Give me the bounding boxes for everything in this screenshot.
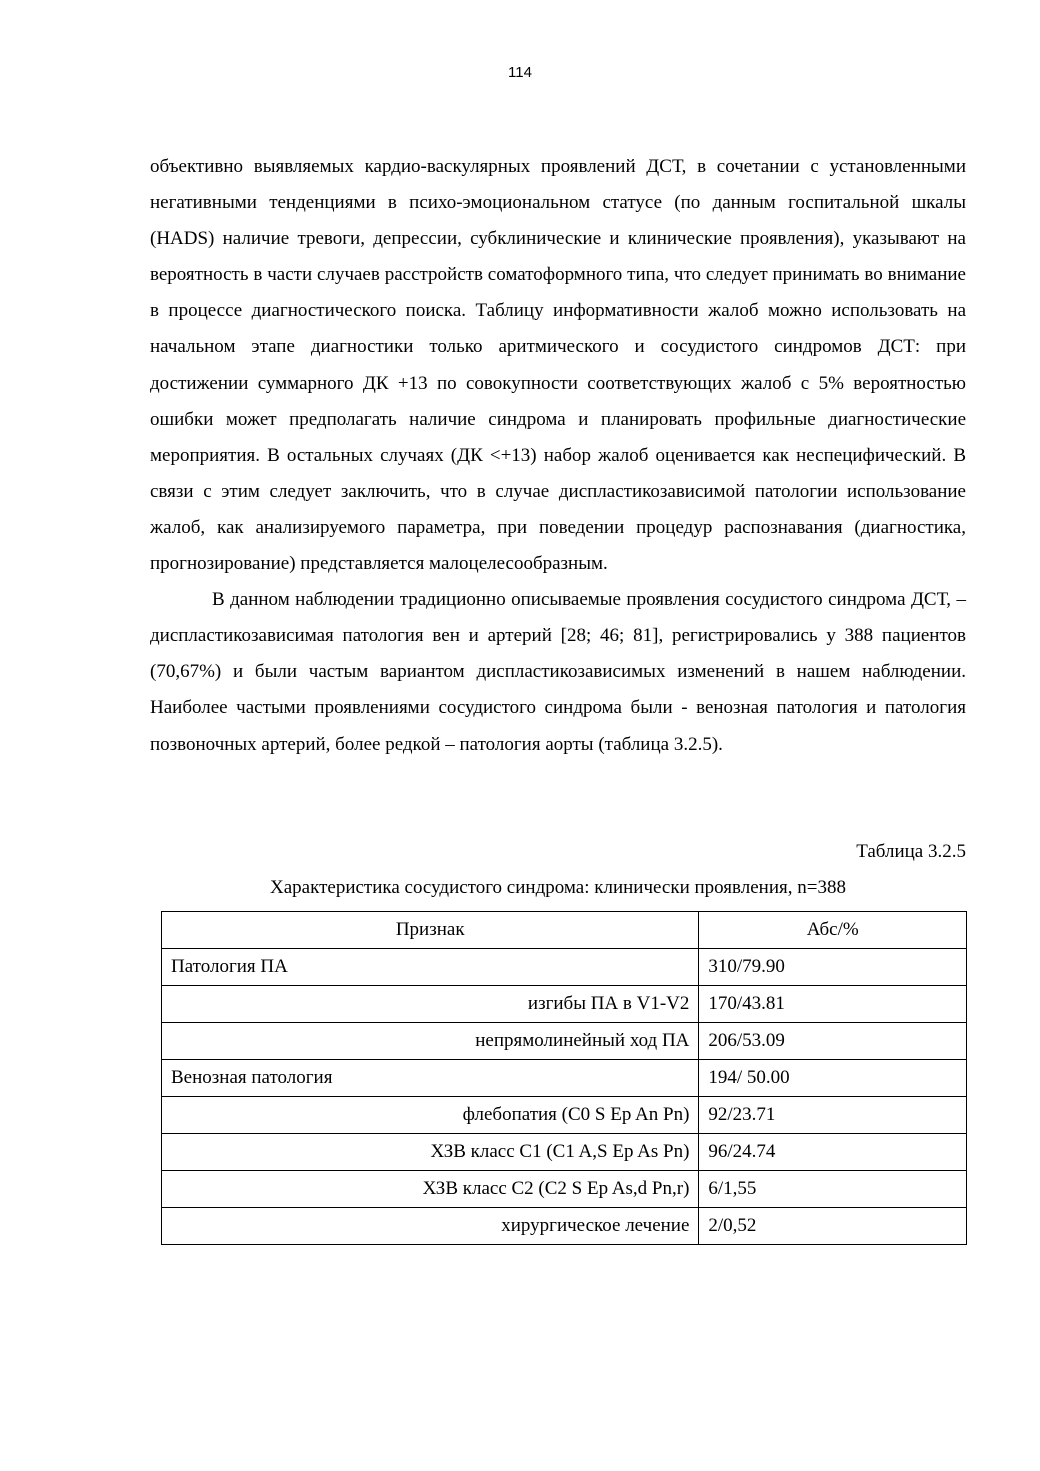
body-text [150,149,966,763]
table-cell-feature: непрямолинейный ход ПА [162,1023,699,1060]
table-cell-value: 96/24.74 [699,1134,967,1171]
table-cell-feature: ХЗВ класс С2 (C2 S Ep As,d Pn,r) [162,1171,699,1208]
table-row [162,1023,967,1060]
table-caption: Характеристика сосудистого синдрома: клинически проявления, n=388 [270,877,846,898]
table-row [162,1134,967,1171]
table-cell-feature: Патология ПА [162,949,699,986]
table-cell-feature: флебопатия (C0 S Ep An Pn) [162,1097,699,1134]
table-cell-value: 92/23.71 [699,1097,967,1134]
column-header-value: Абс/% [699,912,967,949]
table-row [162,1097,967,1134]
table-row [162,986,967,1023]
table-row [162,1208,967,1245]
data-table [161,911,967,1245]
table-cell-feature: ХЗВ класс С1 (C1 A,S Ep As Pn) [162,1134,699,1171]
table-cell-value: 170/43.81 [699,986,967,1023]
table-cell-feature: Венозная патология [162,1060,699,1097]
table-header-row [162,912,967,949]
paragraph: В данном наблюдении традиционно описываемые проявления сосудистого синдрома ДСТ, – диспластикозависимая патология вен и артерий [28; 46; 81], регистрировались у 388 пациентов (70,67%) и были частым вариантом диспластикозависимых изменений в нашем наблюдении. Наиболее частыми проявлениями сосудистого синдрома были - венозная патология и патология позвоночных артерий, более редкой – патология аорты (таблица 3.2.5). [150,589,966,755]
paragraph: объективно выявляемых кардио-васкулярных проявлений ДСТ, в сочетании с установленными негативными тенденциями в психо-эмоциональном статусе (по данным госпитальной шкалы (HADS) наличие тревоги, депрессии, субклинические и клинические проявления), указывают на вероятность в части случаев расстройств соматоформного типа, что следует принимать во внимание в процессе диагностического поиска. Таблицу информативности жалоб можно использовать на начальном этапе диагностики только аритмического и сосудистого синдромов ДСТ: при достижении суммарного ДК +13 по совокупности соответствующих жалоб с 5% вероятностью ошибки может предполагать наличие синдрома и планировать профильные диагностические мероприятия. В остальных случаях (ДК <+13) набор жалоб оценивается как неспецифический. В связи с этим следует заключить, что в случае диспластикозависимой патологии использование жалоб, как анализируемого параметра, при поведении процедур распознавания (диагностика, прогнозирование) представляется малоцелесообразным. [150,156,966,575]
table-cell-feature: изгибы ПА в V1-V2 [162,986,699,1023]
table-cell-feature: хирургическое лечение [162,1208,699,1245]
table-cell-value: 206/53.09 [699,1023,967,1060]
table-row [162,949,967,986]
page-number: 114 [508,64,532,81]
column-header-feature: Признак [162,912,699,949]
table-row [162,1060,967,1097]
table-cell-value: 2/0,52 [699,1208,967,1245]
table-cell-value: 310/79.90 [699,949,967,986]
table-number: Таблица 3.2.5 [856,841,966,862]
table-cell-value: 6/1,55 [699,1171,967,1208]
table-row [162,1171,967,1208]
table-cell-value: 194/ 50.00 [699,1060,967,1097]
